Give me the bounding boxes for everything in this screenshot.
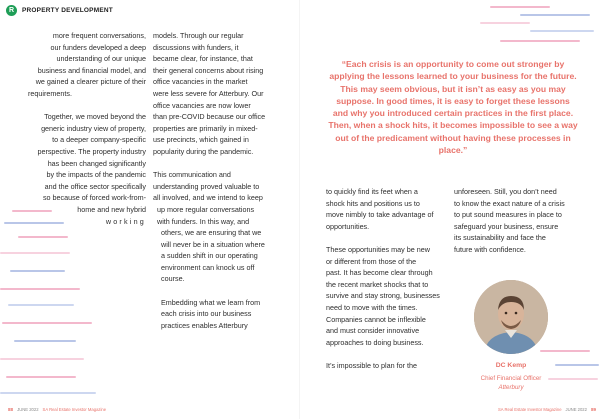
pull-quote: “Each crisis is an opportunity to come out stronger by applying the lessons learned to your business for the future. This may seem obvious, but it isn’t as easy as you may suppose. In good times, it is easy to forget these lessons and why you introduced certain practices in the first place. Then, when a shock hits, it becomes impossible to see a way out of the predicament without having these processes in place.” bbox=[328, 59, 578, 156]
text-line: unforeseen. Still, you don’t need bbox=[454, 187, 557, 196]
text-line: has been changed significantly bbox=[47, 158, 146, 168]
author-name: DC Kemp bbox=[495, 362, 527, 369]
text-line: opportunities. bbox=[326, 221, 370, 231]
author-company: Atterbury bbox=[498, 384, 524, 391]
text-line: became clear, for instance, that bbox=[153, 54, 253, 64]
text-line: survive and stay strong, businesses bbox=[326, 291, 440, 301]
text-line: their general concerns about rising bbox=[153, 65, 264, 75]
text-line: properties are primarily in mixed- bbox=[153, 123, 258, 133]
text-line: working bbox=[105, 216, 146, 226]
page-number: 88 bbox=[8, 407, 14, 412]
left-column-2 bbox=[153, 30, 275, 331]
author-title: Chief Financial Officer bbox=[480, 375, 542, 382]
decorative-stripes-left bbox=[0, 200, 120, 410]
text-line: shock hits and positions us to bbox=[326, 198, 420, 208]
text-line: models. Through our regular bbox=[153, 31, 244, 40]
magazine-name: SA Real Estate Investor Magazine bbox=[498, 407, 562, 412]
text-line: the recent market shocks that to bbox=[326, 279, 429, 289]
section-header bbox=[6, 5, 113, 16]
text-line: each crisis into our business bbox=[161, 309, 252, 319]
text-line: to a deeper company-specific bbox=[52, 135, 146, 145]
issue-date: JUNE 2022 bbox=[17, 407, 39, 412]
text-line: perspective. The property industry bbox=[37, 146, 146, 156]
text-line: understanding proved valuable to bbox=[153, 181, 260, 191]
decorative-stripes-top bbox=[470, 0, 600, 60]
text-line: home and new hybrid bbox=[77, 204, 146, 214]
left-column-1 bbox=[28, 30, 146, 227]
text-line: move nimbly to take advantage of bbox=[326, 210, 434, 220]
text-line: requirements. bbox=[28, 88, 72, 98]
text-line: its sustainability and face the bbox=[454, 233, 546, 243]
text-line: a sudden shift in our operating bbox=[161, 251, 258, 261]
magazine-logo-icon: R bbox=[6, 5, 17, 16]
text-line: others, we are ensuring that we bbox=[161, 228, 262, 238]
text-line: need to move with the times. bbox=[326, 302, 418, 312]
text-line: business and financial model, and bbox=[37, 65, 146, 75]
text-line: course. bbox=[161, 274, 185, 284]
footer-right bbox=[498, 407, 596, 412]
text-line: Together, we moved beyond the bbox=[44, 112, 146, 122]
text-line: popularity during the pandemic. bbox=[153, 146, 254, 156]
text-line: This communication and bbox=[153, 170, 231, 180]
text-line: past. It has become clear through bbox=[326, 268, 433, 278]
text-line: future with confidence. bbox=[454, 244, 526, 254]
text-line: by the impacts of the pandemic bbox=[46, 170, 146, 180]
right-column-2 bbox=[454, 186, 576, 256]
text-line: These opportunities may be new bbox=[326, 244, 430, 254]
text-line: practices enables Atterbury bbox=[161, 320, 248, 330]
text-line: we gained a clearer picture of their bbox=[35, 77, 146, 87]
text-line: so because of forced work-from- bbox=[42, 193, 146, 203]
text-line: all involved, and we intend to keep bbox=[153, 193, 263, 203]
text-line: understanding of our unique bbox=[56, 54, 146, 64]
text-line: to know the exact nature of a crisis bbox=[454, 198, 565, 208]
text-line: will never be in a situation where bbox=[161, 239, 265, 249]
text-line: Embedding what we learn from bbox=[161, 297, 261, 307]
text-line: with funders. In this way, and bbox=[157, 216, 250, 226]
text-line: Companies cannot be inflexible bbox=[326, 314, 426, 324]
right-column-1 bbox=[326, 186, 446, 372]
text-line: safeguard your business, ensure bbox=[454, 221, 559, 231]
text-line: or different from those of the bbox=[326, 256, 417, 266]
text-line: up more regular conversations bbox=[157, 204, 255, 214]
text-line: our funders developed a deep bbox=[50, 42, 146, 52]
section-title: PROPERTY DEVELOPMENT bbox=[22, 7, 113, 14]
author-photo bbox=[474, 280, 548, 354]
text-line: use precincts, which gained in bbox=[153, 135, 249, 145]
text-line: to quickly find its feet when a bbox=[326, 187, 418, 196]
page-number: 89 bbox=[590, 407, 597, 412]
text-line: and must consider innovative bbox=[326, 326, 420, 336]
footer-left bbox=[8, 407, 106, 412]
text-line: approaches to doing business. bbox=[326, 337, 424, 347]
person-icon bbox=[474, 280, 548, 354]
text-line: generic industry view of property, bbox=[41, 123, 146, 133]
text-line: office vacancies are now lower bbox=[153, 100, 251, 110]
text-line: discussions with funders, it bbox=[153, 42, 239, 52]
text-line: It’s impossible to plan for the bbox=[326, 360, 417, 370]
text-line: than pre-COVID because our office bbox=[153, 112, 266, 122]
magazine-name: SA Real Estate Investor Magazine bbox=[42, 407, 107, 412]
text-line: more frequent conversations, bbox=[52, 31, 146, 40]
text-line: environment can knock us off bbox=[161, 262, 255, 272]
text-line: were less severe for Atterbury. Our bbox=[153, 88, 264, 98]
text-line: to put sound measures in place to bbox=[454, 210, 562, 220]
text-line: and the office sector specifically bbox=[44, 181, 146, 191]
author-role bbox=[468, 374, 554, 392]
text-line: office vacancies in the market bbox=[153, 77, 248, 87]
issue-date: JUNE 2022 bbox=[565, 407, 587, 412]
